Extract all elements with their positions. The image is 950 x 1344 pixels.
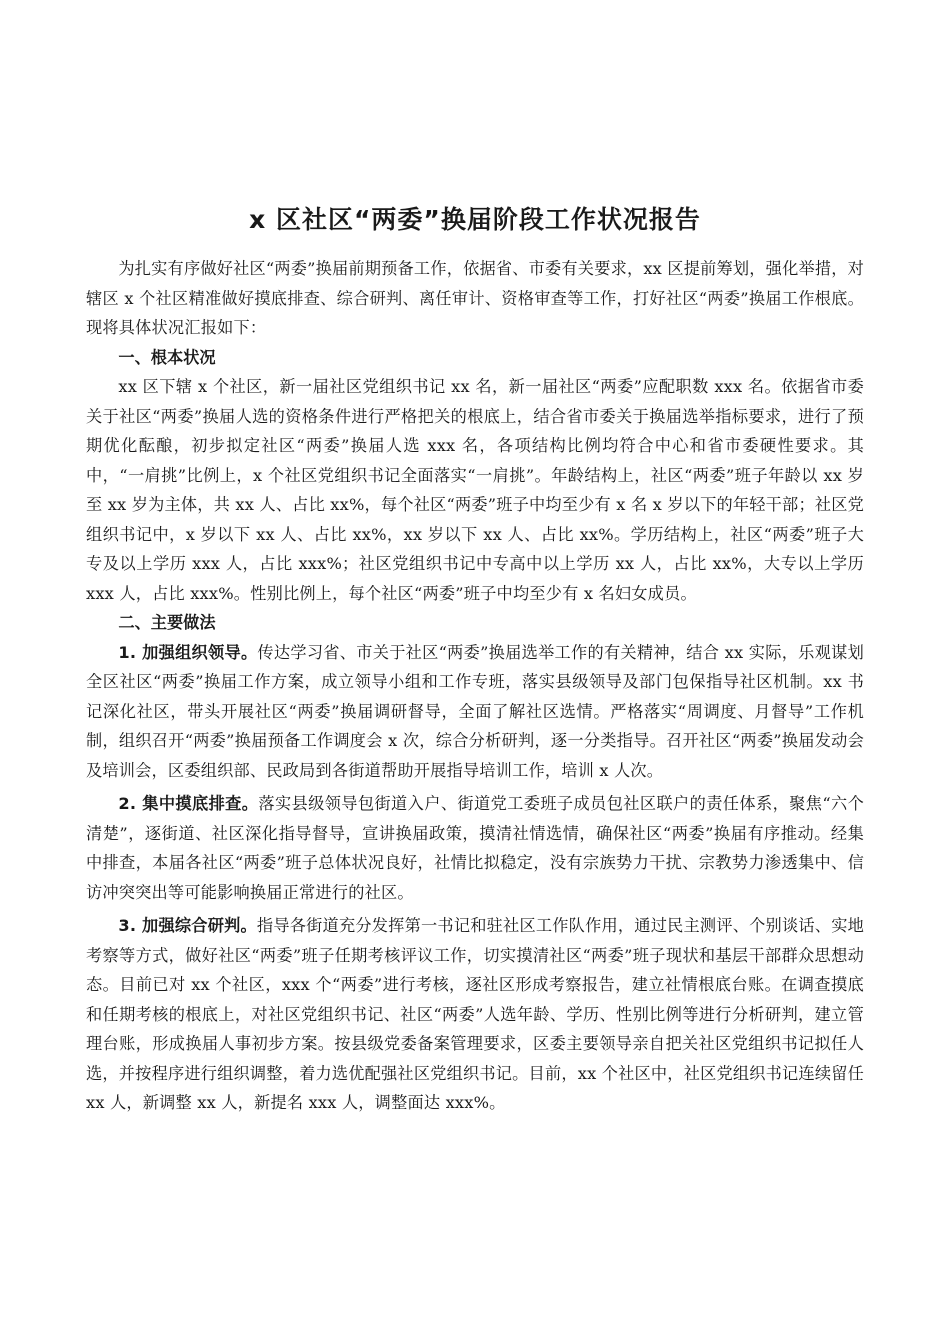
method-item-3 [86,911,864,1118]
intro-paragraph: 为扎实有序做好社区“两委”换届前期预备工作，依据省、市委有关要求，xx 区提前筹划，强化举措，对辖区 x 个社区精准做好摸底排查、综合研判、离任审计、资格审查等工作，打好社区“两委”换届工作根底。现将具体状况汇报如下： [86,259,865,337]
document-page [86,200,864,1118]
section-basic-paragraph: xx 区下辖 x 个社区，新一届社区党组织书记 xx 名，新一届社区“两委”应配职数 xxx 名。依据省市委关于社区“两委”换届人选的资格条件进行严格把关的根底上，结合省市委关于换届选举指标要求，进行了预期优化酝酿，初步拟定社区“两委”换届人选 xxx 名，各项结构比例均符合中心和省市委硬性要求。其中，“一肩挑”比例上，x 个社区党组织书记全面落实“一肩挑”。年龄结构上，社区“两委”班子年龄以 xx 岁至 xx 岁为主体，共 xx 人、占比 xx%，每个社区“两委”班子中均至少有 x 名 x 岁以下的年轻干部；社区党组织书记中，x 岁以下 xx 人、占比 xx%，xx 岁以下 xx 人、占比 xx%。学历结构上，社区“两委”班子大专及以上学历 xxx 人，占比 xxx%；社区党组织书记中专高中以上学历 xx 人，占比 xx%，大专以上学历 xxx 人，占比 xxx%。性别比例上，每个社区“两委”班子中均至少有 x 名妇女成员。 [86,377,864,603]
method-item-2-lead: 2. 集中摸底排查。 [118,794,259,813]
method-item-2 [86,789,864,907]
method-item-1-body: 传达学习省、市关于社区“两委”换届选举工作的有关精神，结合 xx 实际，乐观谋划全区社区“两委”换届工作方案，成立领导小组和工作专班，落实县级领导及部门包保指导社区机制。xx 书记深化社区，带头开展社区“两委”换届调研督导，全面了解社区选情。严格落实“周调度、月督导”工作机制，组织召开“两委”换届预备工作调度会 x 次，综合分析研判，逐一分类指导。召开社区“两委”换届发动会及培训会，区委组织部、民政局到各街道帮助开展指导培训工作，培训 x 人次。 [86,642,864,780]
method-item-3-lead: 3. 加强综合研判。 [118,916,257,935]
method-item-1-lead: 1. 加强组织领导。 [118,642,258,662]
section-heading-basic: 一、根本状况 [118,347,216,367]
section-heading-methods: 二、主要做法 [118,613,216,632]
document-title: x 区社区“两委”换届阶段工作状况报告 [249,205,701,234]
method-item-3-body: 指导各街道充分发挥第一书记和驻社区工作队作用，通过民主测评、个别谈话、实地考察等方式，做好社区“两委”班子任期考核评议工作，切实摸清社区“两委”班子现状和基层干部群众思想动态。目前已对 xx 个社区，xxx 个“两委”进行考核，逐社区形成考察报告，建立社情根底台账。在调查摸底和任期考核的根底上，对社区党组织书记、社区“两委”人选年龄、学历、性别比例等进行分析研判，建立管理台账，形成换届人事初步方案。按县级党委备案管理要求，区委主要领导亲自把关社区党组织书记拟任人选，并按程序进行组织调整，着力选优配强社区党组织书记。目前，xx 个社区中，社区党组织书记连续留任 xx 人，新调整 xx 人，新提名 xxx 人，调整面达 xxx%。 [86,916,864,1112]
method-item-2-body: 落实县级领导包街道入户、街道党工委班子成员包社区联户的责任体系，聚焦“六个清楚”，逐街道、社区深化指导督导，宣讲换届政策，摸清社情选情，确保社区“两委”换届有序推动。经集中排查，本届各社区“两委”班子总体状况良好，社情比拟稳定，没有宗族势力干扰、宗教势力渗透集中、信访冲突突出等可能影响换届正常进行的社区。 [86,794,864,902]
method-item-1 [86,638,864,786]
